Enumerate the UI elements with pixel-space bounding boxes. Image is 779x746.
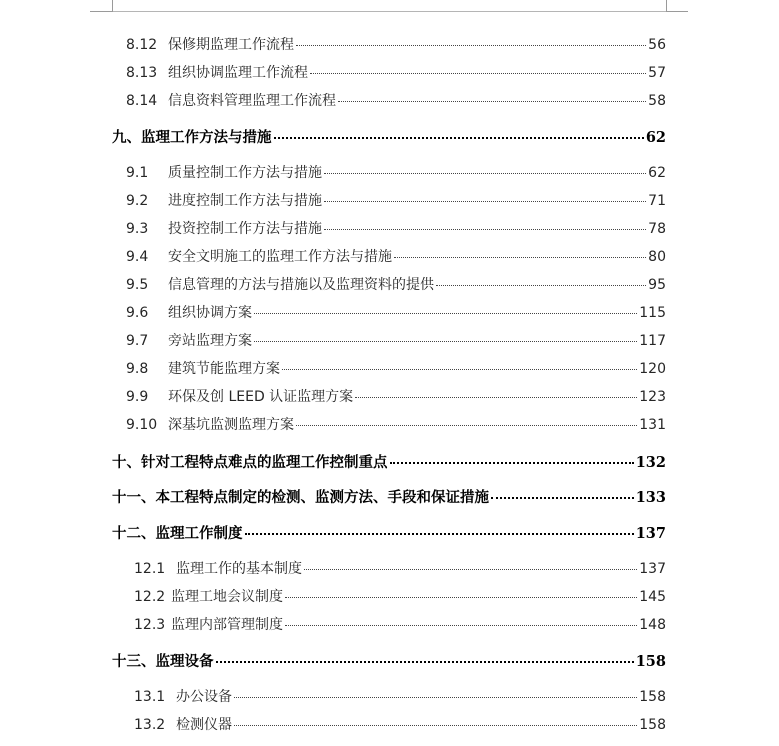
toc-entry-title: 深基坑监测监理方案 (168, 417, 294, 433)
toc-entry-title: 监理内部管理制度 (171, 617, 283, 633)
toc-leader-dots (324, 229, 646, 230)
toc-entry-title: 监理工地会议制度 (171, 589, 283, 605)
toc-entry[interactable] (126, 330, 666, 350)
toc-entry-page: 95 (648, 277, 666, 293)
toc-leader-dots (338, 101, 646, 102)
toc-entry-title: 保修期监理工作流程 (168, 37, 294, 53)
toc-leader-dots (296, 425, 637, 426)
toc-leader-dots (324, 173, 646, 174)
toc-entry-number: 9.6 (126, 305, 149, 321)
toc-entry-title: 监理工作的基本制度 (176, 561, 302, 577)
toc-entry-page: 123 (639, 389, 666, 405)
toc-chapter-entry[interactable] (112, 486, 666, 507)
toc-leader-dots (394, 257, 646, 258)
toc-entry[interactable] (126, 302, 666, 322)
toc-entry[interactable] (126, 414, 666, 434)
toc-entry-number: 9.3 (126, 221, 149, 237)
toc-entry-page: 56 (648, 37, 666, 53)
toc-leader-dots (245, 533, 634, 535)
toc-entry-page: 80 (648, 249, 666, 265)
corner-mark-right-vertical (666, 0, 667, 12)
toc-entry[interactable] (134, 558, 666, 578)
toc-entry-number: 9.9 (126, 389, 149, 405)
toc-chapter-page: 132 (635, 454, 666, 471)
toc-entry-page: 71 (648, 193, 666, 209)
toc-entry-number: 9.2 (126, 193, 149, 209)
toc-entry[interactable] (126, 162, 666, 182)
toc-entry-title: 质量控制工作方法与措施 (168, 165, 322, 181)
toc-entry-title: 投资控制工作方法与措施 (168, 221, 322, 237)
toc-entry-number: 8.13 (126, 65, 158, 81)
toc-leader-dots (310, 73, 646, 74)
toc-entry[interactable] (134, 714, 666, 734)
toc-entry-title: 办公设备 (176, 689, 232, 705)
toc-chapter-title: 九、监理工作方法与措施 (112, 129, 272, 146)
toc-entry[interactable] (126, 90, 666, 110)
toc-leader-dots (216, 661, 634, 663)
page-top-margin-line (113, 11, 666, 12)
toc-chapter-entry[interactable] (112, 650, 666, 671)
toc-entry[interactable] (134, 614, 666, 634)
toc-chapter-entry[interactable] (112, 522, 666, 543)
toc-entry-number: 9.7 (126, 333, 149, 349)
toc-entry-page: 145 (639, 589, 666, 605)
toc-entry[interactable] (126, 358, 666, 378)
toc-entry-page: 58 (648, 93, 666, 109)
toc-leader-dots (285, 597, 637, 598)
toc-leader-dots (234, 697, 637, 698)
toc-entry-title: 组织协调监理工作流程 (168, 65, 308, 81)
toc-entry-number: 9.4 (126, 249, 149, 265)
toc-entry-page: 62 (648, 165, 666, 181)
toc-entry-page: 120 (639, 361, 666, 377)
toc-entry-title: 进度控制工作方法与措施 (168, 193, 322, 209)
toc-entry-number: 9.1 (126, 165, 149, 181)
toc-entry-page: 137 (639, 561, 666, 577)
toc-chapter-title: 十二、监理工作制度 (112, 525, 243, 542)
corner-mark-left (90, 11, 112, 12)
toc-entry-title: 旁站监理方案 (168, 333, 252, 349)
toc-entry-page: 117 (639, 333, 666, 349)
toc-leader-dots (254, 341, 637, 342)
toc-entry-page: 57 (648, 65, 666, 81)
toc-entry[interactable] (134, 686, 666, 706)
toc-leader-dots (304, 569, 637, 570)
toc-entry[interactable] (126, 274, 666, 294)
toc-chapter-page: 133 (635, 489, 666, 506)
toc-entry-number: 8.12 (126, 37, 158, 53)
toc-entry[interactable] (126, 218, 666, 238)
toc-leader-dots (285, 625, 637, 626)
toc-chapter-title: 十一、本工程特点制定的检测、监测方法、手段和保证措施 (112, 489, 489, 506)
toc-leader-dots (491, 497, 634, 499)
toc-entry-number: 8.14 (126, 93, 158, 109)
corner-mark-right (666, 11, 688, 12)
toc-leader-dots (296, 45, 646, 46)
toc-entry[interactable] (126, 62, 666, 82)
toc-entry-number: 13.2 (134, 717, 166, 733)
toc-leader-dots (390, 462, 634, 464)
toc-entry-title: 环保及创 LEED 认证监理方案 (168, 389, 354, 405)
toc-entry-number: 9.10 (126, 417, 158, 433)
toc-leader-dots (274, 137, 644, 139)
toc-chapter-entry[interactable] (112, 451, 666, 472)
toc-chapter-page: 137 (635, 525, 666, 542)
toc-entry-number: 9.5 (126, 277, 149, 293)
toc-entry[interactable] (126, 190, 666, 210)
toc-leader-dots (436, 285, 646, 286)
toc-chapter-entry[interactable] (112, 126, 666, 147)
toc-entry-page: 115 (639, 305, 666, 321)
toc-entry-number: 12.3 (134, 617, 166, 633)
toc-entry-title: 检测仪器 (176, 717, 232, 733)
toc-leader-dots (355, 397, 637, 398)
toc-entry-page: 148 (639, 617, 666, 633)
toc-entry-title: 信息管理的方法与措施以及监理资料的提供 (168, 277, 434, 293)
toc-chapter-page: 158 (635, 653, 666, 670)
toc-entry-title: 建筑节能监理方案 (168, 361, 280, 377)
toc-entry-number: 9.8 (126, 361, 149, 377)
toc-entry[interactable] (126, 34, 666, 54)
toc-entry-page: 131 (639, 417, 666, 433)
toc-chapter-title: 十三、监理设备 (112, 653, 214, 670)
toc-chapter-title: 十、针对工程特点难点的监理工作控制重点 (112, 454, 388, 471)
toc-entry-page: 158 (639, 689, 666, 705)
toc-leader-dots (254, 313, 637, 314)
toc-entry-title: 信息资料管理监理工作流程 (168, 93, 336, 109)
toc-entry[interactable] (126, 386, 666, 406)
toc-entry-number: 12.1 (134, 561, 166, 577)
toc-entry-number: 12.2 (134, 589, 166, 605)
toc-leader-dots (324, 201, 646, 202)
toc-entry-number: 13.1 (134, 689, 166, 705)
toc-leader-dots (234, 725, 637, 726)
toc-entry-page: 78 (648, 221, 666, 237)
toc-leader-dots (282, 369, 637, 370)
toc-entry[interactable] (134, 586, 666, 606)
toc-entry-title: 安全文明施工的监理工作方法与措施 (168, 249, 392, 265)
toc-entry[interactable] (126, 246, 666, 266)
toc-entry-page: 158 (639, 717, 666, 733)
toc-chapter-page: 62 (645, 129, 666, 146)
toc-entry-title: 组织协调方案 (168, 305, 252, 321)
